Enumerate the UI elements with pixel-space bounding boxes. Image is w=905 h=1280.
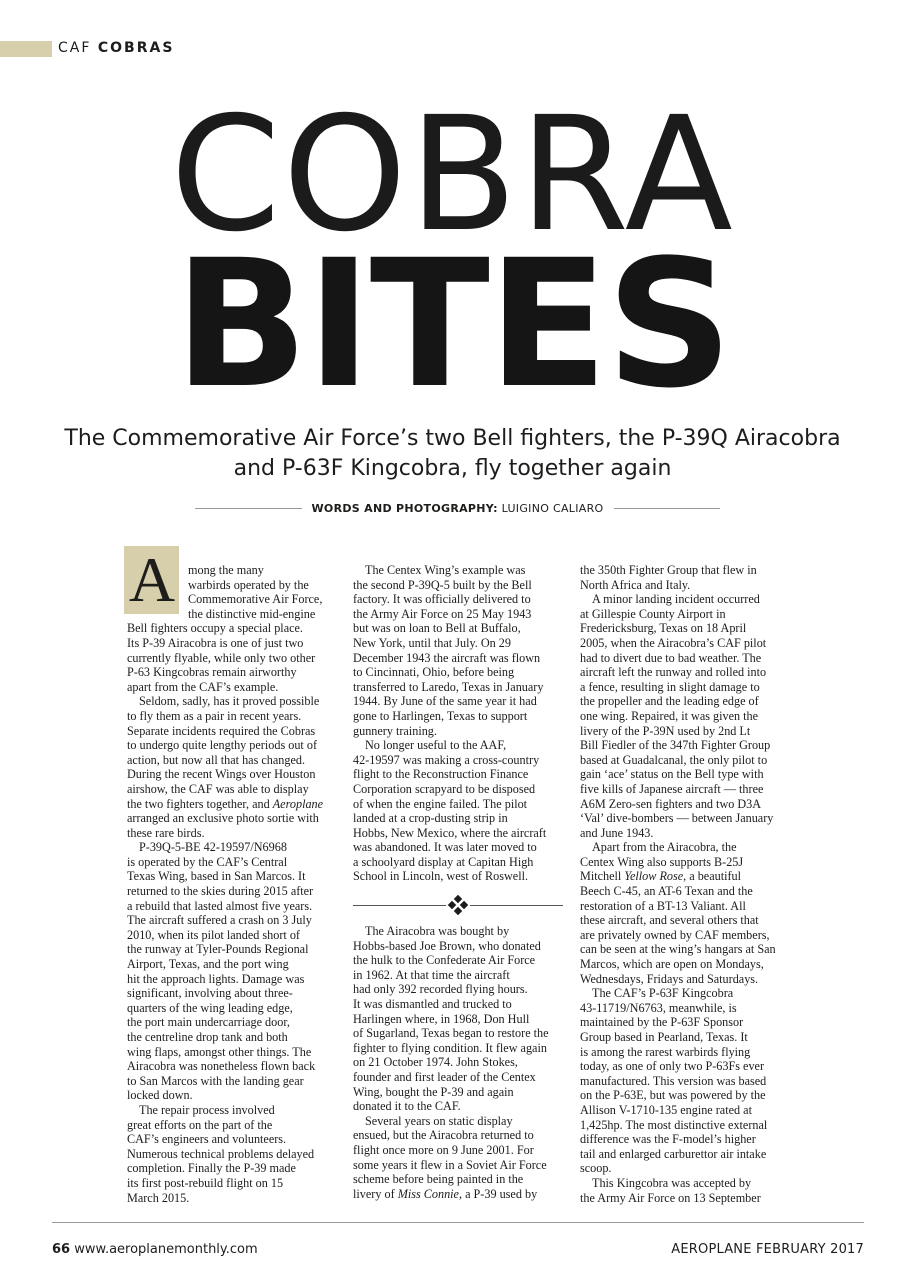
text-line: in 1962. At that time the aircraft xyxy=(353,967,510,982)
text-line: wing flaps, amongst other things. The xyxy=(127,1044,312,1059)
headline-line-2: BITES xyxy=(174,222,731,427)
text-line: P-63 Kingcobras remain airworthy xyxy=(127,665,297,680)
footer-website: www.aeroplanemonthly.com xyxy=(74,1242,258,1257)
paragraph xyxy=(580,1176,790,1205)
text-line: quarters of the wing leading edge, xyxy=(127,1000,293,1015)
text-line: livery of the P-39N used by 2nd Lt xyxy=(580,723,751,738)
text-line: This Kingcobra was accepted by xyxy=(592,1175,752,1190)
text-line: School in Lincoln, west of Roswell. xyxy=(353,869,529,884)
text-line: , a P-39 used by xyxy=(458,1186,538,1201)
text-line: Group based in Pearland, Texas. It xyxy=(580,1030,748,1044)
text-line: to Cincinnati, Ohio, before being xyxy=(353,665,515,680)
text-line: is operated by the CAF’s Central xyxy=(127,854,288,869)
text-line: these aircraft, and several others that xyxy=(580,913,759,928)
text-line: today, as one of only two P-63Fs ever xyxy=(580,1059,765,1074)
byline-row xyxy=(195,500,720,516)
text-line: , a beautiful xyxy=(683,869,742,884)
byline-rule-left xyxy=(195,508,302,509)
text-line: one wing. Repaired, it was given the xyxy=(580,708,759,723)
text-line: was abandoned. It was later moved to xyxy=(353,840,537,855)
text-line: flight to the Reconstruction Finance xyxy=(353,767,529,782)
footer-rule xyxy=(52,1222,864,1223)
paragraph xyxy=(353,1114,563,1202)
paragraph xyxy=(353,924,563,1114)
text-line: P-39Q-5-BE 42-19597/N6968 xyxy=(139,840,287,855)
divider-rule-left xyxy=(353,905,446,906)
text-line: a fence, resulting in slight damage to xyxy=(580,679,760,694)
dropcap-letter: A xyxy=(128,544,176,615)
paragraph xyxy=(127,578,337,593)
text-line: 1,425hp. The most distinctive external xyxy=(580,1117,768,1132)
text-line: Airport, Texas, and the port wing xyxy=(127,957,289,972)
text-line: scoop. xyxy=(580,1161,612,1176)
text-line: March 2015. xyxy=(127,1190,190,1205)
text-line: Separate incidents required the Cobras xyxy=(127,723,316,738)
headline-line-1: COBRA xyxy=(170,83,735,267)
text-line: The Centex Wing’s example was xyxy=(365,563,526,577)
text-line: Fredericksburg, Texas on 18 April xyxy=(580,621,747,636)
text-line: New York, until that July. On 29 xyxy=(353,635,511,650)
footer-issue: AEROPLANE FEBRUARY 2017 xyxy=(671,1242,864,1257)
text-line: Beech C-45, an AT-6 Texan and the xyxy=(580,884,753,899)
text-line: the centreline drop tank and both xyxy=(127,1030,288,1044)
text-line: 42-19597 was making a cross-country xyxy=(353,752,540,767)
text-line: Bell fighters occupy a special place. xyxy=(127,621,303,636)
paragraph xyxy=(580,592,790,840)
byline-author: LUIGINO CALIARO xyxy=(501,501,604,515)
divider-rule-right xyxy=(470,905,563,906)
article-column-2-top xyxy=(353,563,563,884)
text-line: at Gillespie County Airport in xyxy=(580,606,726,621)
byline xyxy=(302,502,614,515)
text-line: founder and first leader of the Centex xyxy=(353,1069,536,1084)
text-line: Several years on static display xyxy=(365,1113,513,1128)
magazine-name: Aeroplane xyxy=(272,796,324,811)
article-column-3 xyxy=(580,563,790,1205)
text-line: tail and enlarged carburettor air intake xyxy=(580,1146,767,1161)
text-line: great efforts on the part of the xyxy=(127,1117,273,1132)
standfirst-line-1: The Commemorative Air Force’s two Bell fighters, the P-39Q Airacobra xyxy=(64,426,841,451)
text-line: airshow, the CAF was able to display xyxy=(127,781,309,796)
text-line: can be seen at the wing’s hangars at San xyxy=(580,942,776,957)
text-line: 1944. By June of the same year it had xyxy=(353,694,537,709)
text-line: donated it to the CAF. xyxy=(353,1099,461,1114)
text-line: 2005, when the Airacobra’s CAF pilot xyxy=(580,635,767,650)
text-line: difference was the F-model’s higher xyxy=(580,1132,756,1147)
text-line: 43-11719/N6763, meanwhile, is xyxy=(580,1000,737,1015)
text-line: locked down. xyxy=(127,1088,193,1103)
text-line: aircraft left the runway and rolled into xyxy=(580,665,767,680)
section-tab-bar xyxy=(0,41,52,57)
text-line: of Sugarland, Texas began to restore the xyxy=(353,1026,549,1041)
paragraph xyxy=(127,592,337,607)
page-number: 66 xyxy=(52,1242,71,1257)
text-line: Wednesdays, Fridays and Saturdays. xyxy=(580,971,759,986)
text-line: is among the rarest warbirds flying xyxy=(580,1044,751,1059)
text-line: Harlingen where, in 1968, Don Hull xyxy=(353,1011,530,1026)
text-line: completion. Finally the P-39 made xyxy=(127,1161,296,1176)
text-line: these rare birds. xyxy=(127,825,205,840)
text-line: gone to Harlingen, Texas to support xyxy=(353,708,528,723)
text-line: based at Guadalcanal, the only pilot to xyxy=(580,752,768,767)
text-line: on 21 October 1974. John Stokes, xyxy=(353,1055,518,1070)
text-line: of when the engine failed. The pilot xyxy=(353,796,528,811)
diamond-ornament-icon xyxy=(446,895,470,915)
article-column-2-bottom xyxy=(353,924,563,1201)
text-line: scheme before being painted in the xyxy=(353,1172,524,1187)
text-line: A minor landing incident occurred xyxy=(592,592,760,607)
text-line: Corporation scrapyard to be disposed xyxy=(353,781,536,796)
text-line: Allison V-1710-135 engine rated at xyxy=(580,1102,752,1117)
text-line: gain ‘ace’ status on the Bell type with xyxy=(580,767,764,782)
text-line: on the P-63E, but was powered by the xyxy=(580,1088,766,1103)
text-line: Wing, bought the P-39 and again xyxy=(353,1084,514,1099)
text-line: the port main undercarriage door, xyxy=(127,1015,290,1030)
text-line: apart from the CAF’s example. xyxy=(127,679,279,694)
section-label-light: CAF xyxy=(58,40,92,56)
byline-rule-right xyxy=(614,508,721,509)
text-line: maintained by the P-63F Sponsor xyxy=(580,1015,744,1030)
text-line: the Army Air Force on 13 September xyxy=(580,1190,761,1205)
text-line: had only 392 recorded flying hours. xyxy=(353,982,528,997)
paragraph xyxy=(580,840,790,986)
text-line: Seldom, sadly, has it proved possible xyxy=(139,694,320,709)
text-line: Marcos, which are open on Mondays, xyxy=(580,957,764,972)
text-line: Texas Wing, based in San Marcos. It xyxy=(127,869,306,884)
text-line: restoration of a BT-13 Valiant. All xyxy=(580,898,746,913)
text-line: The CAF’s P-63F Kingcobra xyxy=(592,986,734,1001)
text-line: It was dismantled and trucked to xyxy=(353,996,512,1011)
text-line: Commemorative Air Force, xyxy=(188,592,323,607)
text-line: the propeller and the leading edge of xyxy=(580,694,759,709)
paragraph xyxy=(127,607,337,622)
text-line: to fly them as a pair in recent years. xyxy=(127,708,302,723)
text-line: landed at a crop-dusting strip in xyxy=(353,811,508,826)
text-line: a schoolyard display at Capitan High xyxy=(353,854,534,869)
byline-label: WORDS AND PHOTOGRAPHY: xyxy=(311,501,498,515)
text-line: transferred to Laredo, Texas in January xyxy=(353,679,544,694)
text-line: significant, involving about three- xyxy=(127,986,293,1001)
text-line: the distinctive mid-engine xyxy=(188,606,316,621)
paragraph xyxy=(127,1103,337,1205)
text-line: No longer useful to the AAF, xyxy=(365,738,507,753)
text-line: fighter to flying condition. It flew again xyxy=(353,1040,547,1055)
text-line: returned to the skies during 2015 after xyxy=(127,884,314,899)
text-line: five kills of Japanese aircraft — three xyxy=(580,781,764,796)
text-line: had to divert due to bad weather. The xyxy=(580,650,762,665)
text-line: The repair process involved xyxy=(139,1102,275,1117)
text-line: Bill Fiedler of the 347th Fighter Group xyxy=(580,738,771,753)
text-line: A6M Zero-sen fighters and two D3A xyxy=(580,796,762,811)
text-line: livery of xyxy=(353,1186,395,1201)
text-line: During the recent Wings over Houston xyxy=(127,767,316,782)
text-line: the 350th Fighter Group that flew in xyxy=(580,563,757,577)
text-line: Its P-39 Airacobra is one of just two xyxy=(127,635,304,650)
standfirst xyxy=(40,424,865,484)
text-line: mong the many xyxy=(188,563,264,577)
text-line: North Africa and Italy. xyxy=(580,577,691,592)
text-line: Mitchell xyxy=(580,869,622,884)
text-line: the runway at Tyler-Pounds Regional xyxy=(127,942,309,957)
paragraph xyxy=(580,986,790,1176)
text-line: the hulk to the Confederate Air Force xyxy=(353,953,536,968)
text-line: CAF’s engineers and volunteers. xyxy=(127,1132,287,1147)
text-line: the two fighters together, and xyxy=(127,796,270,811)
section-label xyxy=(58,40,174,56)
paragraph xyxy=(127,563,337,578)
text-line: Centex Wing also supports B-25J xyxy=(580,854,744,869)
text-line: to San Marcos with the landing gear xyxy=(127,1073,304,1088)
section-divider xyxy=(353,895,563,915)
text-line: currently flyable, while only two other xyxy=(127,650,316,665)
text-line: The aircraft suffered a crash on 3 July xyxy=(127,913,312,928)
text-line: gunnery training. xyxy=(353,723,437,738)
text-line: factory. It was officially delivered to xyxy=(353,592,531,607)
text-line: Hobbs, New Mexico, where the aircraft xyxy=(353,825,547,840)
text-line: a rebuild that lasted almost five years. xyxy=(127,898,313,913)
text-line: ensued, but the Airacobra returned to xyxy=(353,1128,534,1143)
section-label-bold: COBRAS xyxy=(97,40,175,56)
text-line: hit the approach lights. Damage was xyxy=(127,971,305,986)
text-line: the second P-39Q-5 built by the Bell xyxy=(353,577,532,592)
text-line: but was on loan to Bell at Buffalo, xyxy=(353,621,521,636)
paragraph xyxy=(353,563,563,738)
paragraph xyxy=(127,621,337,694)
text-line: ‘Val’ dive-bombers — between January xyxy=(580,811,774,826)
text-line: some years it flew in a Soviet Air Force xyxy=(353,1157,547,1172)
text-line: its first post-rebuild flight on 15 xyxy=(127,1175,284,1190)
paragraph xyxy=(580,563,790,592)
text-line: action, but now all that has changed. xyxy=(127,752,306,767)
text-line: and June 1943. xyxy=(580,825,654,840)
text-line: Hobbs-based Joe Brown, who donated xyxy=(353,938,541,953)
text-line: flight once more on 9 June 2001. For xyxy=(353,1142,534,1157)
text-line: warbirds operated by the xyxy=(188,577,309,592)
paragraph xyxy=(127,694,337,840)
text-line: the Army Air Force on 25 May 1943 xyxy=(353,606,532,621)
aircraft-name: Miss Connie xyxy=(397,1186,459,1201)
aircraft-name: Yellow Rose xyxy=(624,869,684,884)
standfirst-line-2: and P-63F Kingcobra, fly together again xyxy=(233,456,672,481)
text-line: are privately owned by CAF members, xyxy=(580,927,770,942)
text-line: Airacobra was nonetheless flown back xyxy=(127,1059,316,1074)
text-line: December 1943 the aircraft was flown xyxy=(353,650,541,665)
footer-folio xyxy=(52,1242,258,1257)
text-line: Apart from the Airacobra, the xyxy=(592,840,737,855)
text-line: to undergo quite lengthy periods out of xyxy=(127,738,318,753)
text-line: The Airacobra was bought by xyxy=(365,924,510,938)
text-line: Numerous technical problems delayed xyxy=(127,1146,315,1161)
text-line: 2010, when its pilot landed short of xyxy=(127,927,300,942)
article-column-1 xyxy=(127,563,337,1205)
paragraph xyxy=(353,738,563,884)
text-line: arranged an exclusive photo sortie with xyxy=(127,811,319,826)
paragraph xyxy=(127,840,337,1103)
text-line: manufactured. This version was based xyxy=(580,1073,767,1088)
